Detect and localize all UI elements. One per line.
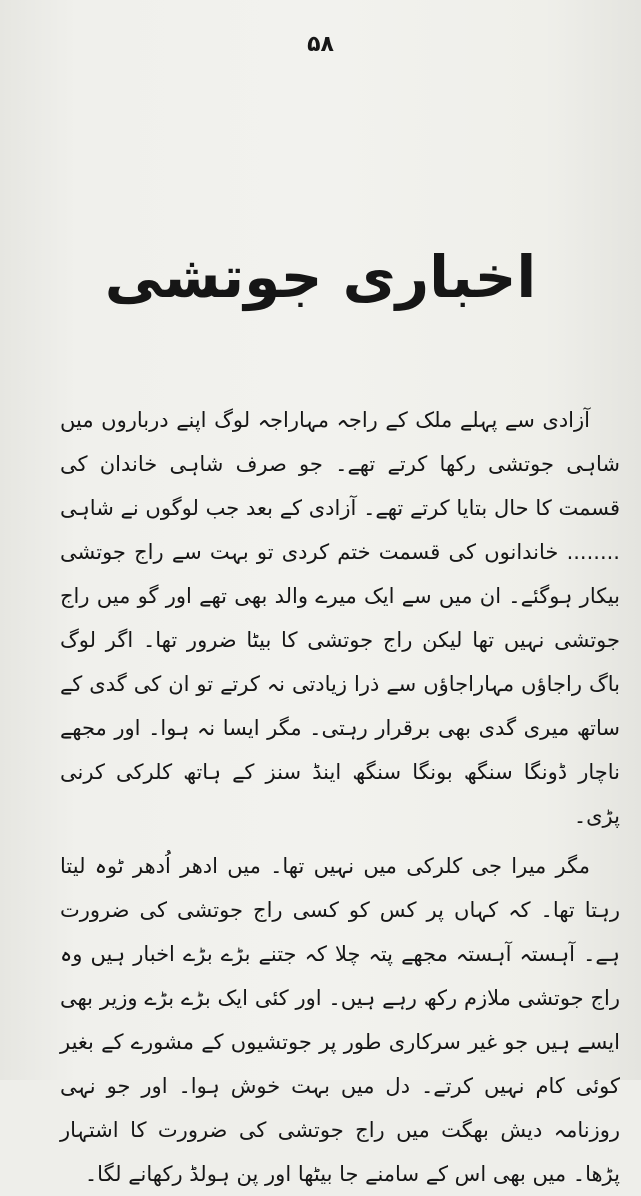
- paragraph-2: مگر میرا جی کلرکی میں نہیں تھا۔ میں ادھر اُدھر ٹوہ لیتا رہتا تھا۔ کہ کہاں پر کس کو کسی راج جوتشی کی ضرورت ہے۔ آہستہ آہستہ مجھے پتہ چلا کہ جتنے بڑے بڑے اخبار ہیں وہ راج جوتشی ملازم رکھ رہے ہیں۔ اور کئی ایک بڑے بڑے وزیر بھی ایسے ہیں جو غیر سرکاری طور پر جوتشیوں کے مشورے کے بغیر کوئی کام نہیں کرتے۔ دل میں بہت خوش ہوا۔ اور جو نہی روزنامہ دیش بھگت میں راج جوتشی کی ضرورت کا اشتہار پڑھا۔ میں بھی اس کے سامنے جا بیٹھا اور پن ہولڈ رکھانے لگا۔: [60, 854, 620, 1186]
- chapter-title: اخباری جوتشی: [104, 243, 537, 311]
- paragraph-1: آزادی سے پہلے ملک کے راجہ مہاراجہ لوگ اپنے درباروں میں شاہی جوتشی رکھا کرتے تھے۔ جو صرف شاہی خاندان کی قسمت کا حال بتایا کرتے تھے۔ آزادی کے بعد جب لوگوں نے شاہی ........ خاندانوں کی قسمت ختم کردی تو بہت سے راج جوتشی بیکار ہوگئے۔ ان میں سے ایک میرے والد بھی تھے اور گو میں راج جوتشی نہیں تھا لیکن راج جوتشی کا بیٹا ضرور تھا۔ اگر لوگ باگ راجاؤں مہاراجاؤں سے ذرا زیادتی نہ کرتے تو ان کی گدی کے ساتھ میری گدی بھی برقرار رہتی۔ مگر ایسا نہ ہوا۔ اور مجھے ناچار ڈونگا سنگھ بونگا سنگھ اینڈ سنز کے ہاتھ کلرکی کرنی پڑی۔: [60, 408, 620, 828]
- body-text: [60, 398, 620, 1196]
- page-number: ۵۸: [307, 32, 334, 57]
